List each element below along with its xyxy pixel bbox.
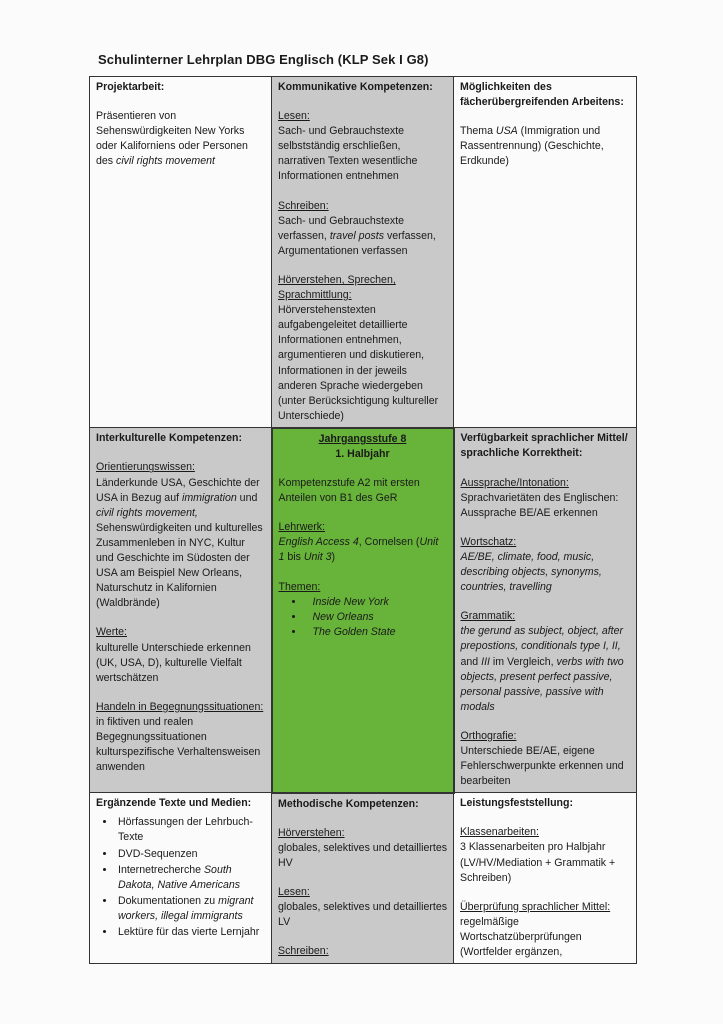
cell-faecheruebergreifend: [454, 77, 637, 428]
lehrwerk-text: [279, 535, 447, 565]
schreiben-text-part: verfassen, Argumentationen verfassen: [278, 229, 436, 257]
method-lesen-label: Lesen:: [278, 886, 310, 899]
lesen-label: Lesen:: [278, 110, 310, 123]
table-row: [90, 77, 637, 428]
klassenarbeiten-text: 3 Klassenarbeiten pro Halbjahr (LV/HV/Mediation + Grammatik + Schreiben): [460, 841, 616, 884]
lehrwerk-part: bis: [284, 551, 304, 564]
page-title: Schulinterner Lehrplan DBG Englisch (KLP Sek I G8): [98, 52, 429, 67]
grammatik-italic: III: [481, 655, 490, 668]
medien-text: Internetrecherche: [118, 863, 204, 876]
faecher-text-part: (Immigration und Rassentrennung) (Geschichte, Erdkunde): [460, 125, 604, 168]
schreiben-text-italic: travel posts: [329, 229, 384, 242]
werte-label: Werte:: [96, 626, 128, 639]
klassenarbeiten-label: Klassenarbeiten:: [460, 826, 539, 839]
medien-text: Hörfassungen der Lehrbuch-Texte: [118, 816, 253, 844]
orient-text-part: Sehenswürdigkeiten und kulturelles Zusammenleben in NYC, Kultur und Geschichte im Südosten der USA am Beispiel New Orleans, Naturschutz in Kalifornien (Waldbrände): [96, 521, 263, 610]
lehrwerk-label: Lehrwerk:: [278, 521, 326, 534]
medien-list: [96, 815, 265, 940]
leistung-heading: Leistungsfeststellung:: [460, 797, 574, 810]
lehrwerk-part: ): [331, 551, 336, 564]
grammatik-text: [461, 624, 631, 715]
orient-text-italic: civil rights movement,: [96, 506, 198, 519]
lesen-text: Sach- und Gebrauchstexte selbstständig erschließen, narrativen Texten wesentliche Informationen entnehmen: [278, 125, 418, 183]
orient-text-part: und: [236, 491, 258, 504]
cell-projektarbeit: [90, 77, 272, 428]
cell-interkulturelle-kompetenzen: [90, 428, 272, 793]
faecher-heading: Möglichkeiten des fächerübergreifenden Arbeitens:: [460, 81, 624, 109]
werte-text: kulturelle Unterschiede erkennen (UK, USA, D), kulturelle Vielfalt wertschätzen: [96, 641, 251, 684]
list-item: [116, 863, 265, 893]
cell-methodische-kompetenzen: [272, 793, 454, 964]
ueberpruefung-text: regelmäßige Wortschatzüberprüfungen (Wortfelder ergänzen,: [460, 915, 582, 958]
grammatik-part: and: [460, 655, 482, 668]
list-item: • The Golden State: [305, 625, 447, 640]
grammatik-italic: verbs with two objects, present perfect passive, personal passive, passive with modals: [460, 655, 624, 713]
lehrwerk-part: , Cornelsen (: [358, 536, 420, 549]
cell-verfuegbarkeit: [454, 428, 637, 793]
grammatik-part: im Vergleich,: [489, 655, 557, 668]
grammatik-label: Grammatik:: [460, 610, 516, 623]
medien-text: Lektüre für das vierte Lernjahr: [118, 926, 260, 938]
medien-text: DVD-Sequenzen: [118, 847, 198, 860]
aussprache-label: Aussprache/Intonation:: [460, 476, 569, 489]
list-item: [116, 815, 265, 845]
method-hoer-label: Hörverstehen:: [278, 826, 345, 839]
cell-kommunikative-kompetenzen: [272, 77, 454, 428]
cell-jahrgangsstufe: [272, 428, 454, 793]
list-item: [116, 847, 265, 862]
medien-italic: South Dakota, Native Americans: [118, 863, 241, 891]
hoerverstehen-text: Hörverstehenstexten aufgabengeleitet detaillierte Informationen entnehmen, argumentieren und diskutieren, Informationen in der jeweils anderen Sprache wiedergeben (unter Berücksichtigung kultureller Unterschiede): [278, 304, 439, 422]
table-row: [90, 428, 637, 793]
jahrgang-heading: Jahrgangsstufe 8: [318, 432, 407, 445]
cell-leistungsfeststellung: [454, 793, 637, 964]
curriculum-table: [89, 76, 637, 964]
aussprache-text: Sprachvarietäten des Englischen: Aussprache BE/AE erkennen: [460, 491, 619, 519]
method-lesen-text: globales, selektives und detailliertes LV: [278, 901, 448, 929]
lehrwerk-italic: Unit 3: [303, 551, 332, 564]
faecher-text-part: Thema: [460, 125, 496, 138]
projektarbeit-text: [96, 109, 265, 169]
medien-text: Dokumentationen zu: [118, 894, 219, 907]
schreiben-text: [278, 214, 447, 259]
table-row: [90, 793, 637, 964]
wortschatz-label: Wortschatz:: [460, 535, 517, 548]
list-item: [116, 925, 265, 940]
list-item: • New Orleans: [305, 610, 447, 625]
medien-italic: migrant workers, illegal immigrants: [118, 894, 254, 922]
kompetenzstufe-text: Kompetenzstufe A2 mit ersten Anteilen von B1 des GeR: [278, 477, 420, 505]
orthografie-label: Orthografie:: [460, 729, 517, 742]
lehrwerk-italic: Unit 1: [278, 536, 439, 564]
projektarbeit-text-italic: civil rights movement: [116, 155, 215, 168]
orientierung-label: Orientierungswissen:: [96, 461, 195, 474]
grammatik-italic: the gerund as subject, object, after prepostions, conditionals type I, II,: [460, 625, 624, 653]
faecher-text: [460, 124, 630, 169]
orthografie-text: Unterschiede BE/AE, eigene Fehlerschwerpunkte erkennen und bearbeiten: [460, 744, 624, 788]
methodisch-heading: Methodische Kompetenzen:: [278, 797, 419, 810]
method-hoer-text: globales, selektives und detailliertes HV: [278, 841, 448, 870]
projektarbeit-text-part: Präsentieren von Sehenswürdigkeiten New Yorks oder Kaliforniens oder Personen des: [96, 110, 248, 168]
verfuegbarkeit-heading: Verfügbarkeit sprachlicher Mittel/ sprachliche Korrektheit:: [460, 432, 628, 460]
wortschatz-text: AE/BE, climate, food, music, describing objects, synonyms, countries, travelling: [460, 550, 602, 594]
faecher-text-italic: USA: [495, 125, 518, 138]
orient-text-part: Länderkunde USA, Geschichte der USA in Bezug auf: [96, 476, 260, 504]
orientierung-text: [96, 476, 265, 612]
list-item: [116, 894, 265, 924]
schreiben-label: Schreiben:: [278, 199, 329, 212]
schreiben-text-part: Sach- und Gebrauchstexte verfassen,: [278, 214, 405, 242]
interkulturell-heading: Interkulturelle Kompetenzen:: [96, 432, 242, 445]
hoerverstehen-label: Hörverstehen, Sprechen, Sprachmittlung:: [278, 273, 396, 302]
method-schreiben-label: Schreiben:: [278, 945, 329, 958]
lehrwerk-italic: English Access 4: [278, 536, 359, 549]
handeln-label: Handeln in Begegnungssituationen:: [96, 700, 264, 713]
ueberpruefung-label: Überprüfung sprachlicher Mittel:: [460, 900, 611, 913]
themen-label: Themen:: [278, 580, 321, 593]
kommunikativ-heading: Kommunikative Kompetenzen:: [278, 81, 433, 93]
list-item: • Inside New York: [305, 595, 447, 610]
orient-text-italic: immigration: [181, 491, 237, 504]
handeln-text: in fiktiven und realen Begegnungssituationen kulturspezifische Verhaltensweisen anwenden: [96, 715, 261, 774]
halbjahr-heading: 1. Halbjahr: [335, 447, 390, 460]
cell-ergaenzende-medien: [90, 793, 272, 964]
projektarbeit-heading: Projektarbeit:: [96, 81, 165, 93]
themen-list: [279, 595, 447, 640]
ergaenzend-heading: Ergänzende Texte und Medien:: [96, 797, 252, 810]
